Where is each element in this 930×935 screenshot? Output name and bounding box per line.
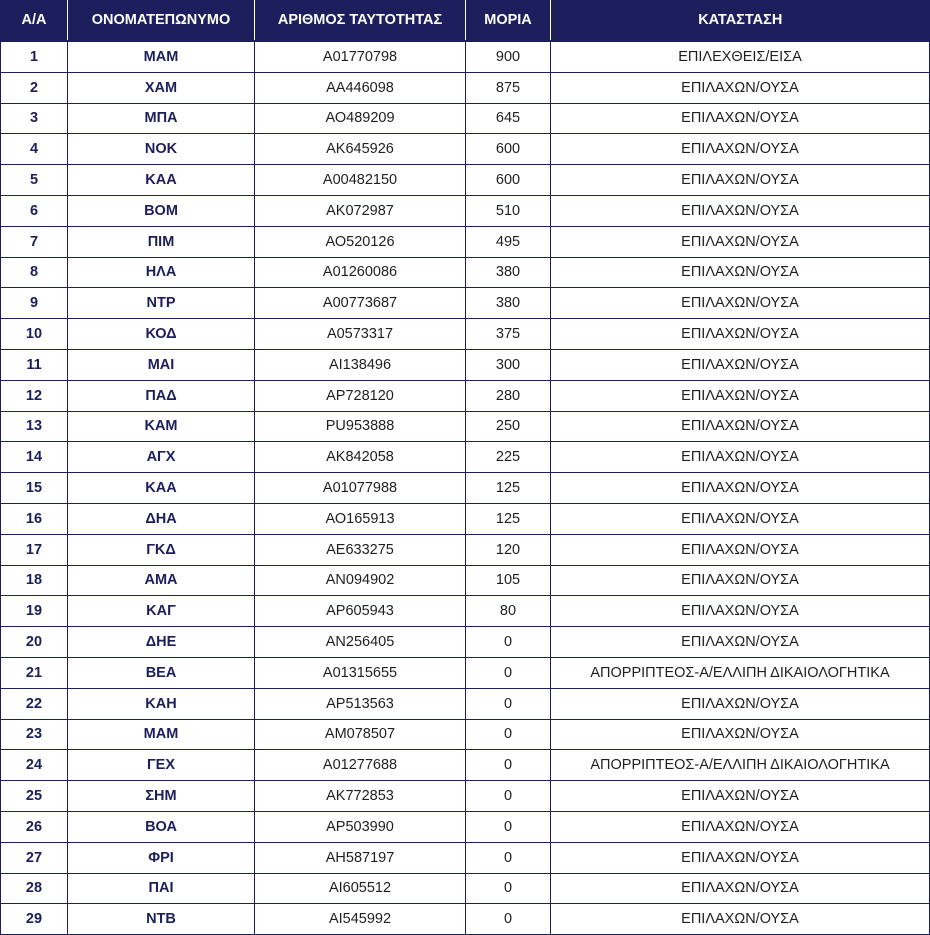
row-name: ΚΑΗ [68,688,255,719]
row-id-number: Α01077988 [255,473,466,504]
row-status: ΕΠΙΛΑΧΩΝ/ΟΥΣΑ [551,811,930,842]
row-points: 600 [466,165,551,196]
row-name: ΔΗΕ [68,627,255,658]
row-id-number: ΑΚ772853 [255,781,466,812]
row-status: ΕΠΙΛΑΧΩΝ/ΟΥΣΑ [551,565,930,596]
row-number: 26 [1,811,68,842]
row-name: ΠΑΙ [68,873,255,904]
row-status: ΕΠΙΛΑΧΩΝ/ΟΥΣΑ [551,72,930,103]
row-number: 17 [1,534,68,565]
row-number: 11 [1,349,68,380]
table-row [1,257,930,288]
table-row [1,565,930,596]
table-row [1,904,930,935]
row-status: ΕΠΙΛΑΧΩΝ/ΟΥΣΑ [551,257,930,288]
row-name: ΚΑΑ [68,473,255,504]
row-status: ΕΠΙΛΑΧΩΝ/ΟΥΣΑ [551,873,930,904]
row-number: 22 [1,688,68,719]
row-id-number: Α01260086 [255,257,466,288]
row-status: ΕΠΙΛΑΧΩΝ/ΟΥΣΑ [551,103,930,134]
row-id-number: ΑΝ256405 [255,627,466,658]
row-number: 7 [1,226,68,257]
row-status: ΕΠΙΛΑΧΩΝ/ΟΥΣΑ [551,134,930,165]
row-id-number: Α01277688 [255,750,466,781]
header-points: ΜΟΡΙΑ [466,0,551,41]
row-id-number: ΑΚ842058 [255,442,466,473]
row-id-number: ΑΡ728120 [255,380,466,411]
row-id-number: ΑΟ489209 [255,103,466,134]
row-points: 0 [466,873,551,904]
table-row [1,596,930,627]
row-points: 0 [466,842,551,873]
row-id-number: Α0573317 [255,319,466,350]
row-status: ΕΠΙΛΑΧΩΝ/ΟΥΣΑ [551,719,930,750]
row-id-number: ΑΜ078507 [255,719,466,750]
row-points: 375 [466,319,551,350]
table-row [1,134,930,165]
row-status: ΕΠΙΛΑΧΩΝ/ΟΥΣΑ [551,380,930,411]
table-header [1,0,930,41]
row-number: 23 [1,719,68,750]
row-points: 0 [466,657,551,688]
row-points: 0 [466,719,551,750]
row-id-number: ΑΚ072987 [255,195,466,226]
header-row [1,0,930,41]
row-name: ΜΑΜ [68,719,255,750]
row-name: ΝΟΚ [68,134,255,165]
row-name: ΝΤΒ [68,904,255,935]
table-row [1,165,930,196]
row-points: 105 [466,565,551,596]
row-status: ΕΠΙΛΑΧΩΝ/ΟΥΣΑ [551,195,930,226]
row-status: ΕΠΙΛΑΧΩΝ/ΟΥΣΑ [551,165,930,196]
table-row [1,411,930,442]
table-row [1,657,930,688]
row-points: 120 [466,534,551,565]
table-row [1,380,930,411]
row-status: ΕΠΙΛΑΧΩΝ/ΟΥΣΑ [551,627,930,658]
table-row [1,503,930,534]
row-status: ΑΠΟΡΡΙΠΤΕΟΣ-Α/ΕΛΛΙΠΗ ΔΙΚΑΙΟΛΟΓΗΤΙΚΑ [551,657,930,688]
row-number: 29 [1,904,68,935]
row-points: 225 [466,442,551,473]
row-id-number: ΑΟ520126 [255,226,466,257]
row-name: ΚΑΜ [68,411,255,442]
header-aa: Α/Α [1,0,68,41]
row-number: 4 [1,134,68,165]
row-status: ΕΠΙΛΑΧΩΝ/ΟΥΣΑ [551,226,930,257]
row-status: ΑΠΟΡΡΙΠΤΕΟΣ-Α/ΕΛΛΙΠΗ ΔΙΚΑΙΟΛΟΓΗΤΙΚΑ [551,750,930,781]
row-status: ΕΠΙΛΑΧΩΝ/ΟΥΣΑ [551,781,930,812]
row-name: ΓΕΧ [68,750,255,781]
row-number: 9 [1,288,68,319]
row-name: ΧΑΜ [68,72,255,103]
row-points: 875 [466,72,551,103]
row-number: 1 [1,41,68,72]
row-status: ΕΠΙΛΑΧΩΝ/ΟΥΣΑ [551,534,930,565]
row-points: 125 [466,503,551,534]
row-status: ΕΠΙΛΑΧΩΝ/ΟΥΣΑ [551,688,930,719]
header-name: ΟΝΟΜΑΤΕΠΩΝΥΜΟ [68,0,255,41]
row-number: 3 [1,103,68,134]
row-number: 6 [1,195,68,226]
table-row [1,319,930,350]
row-number: 14 [1,442,68,473]
row-id-number: ΑΗ587197 [255,842,466,873]
row-status: ΕΠΙΛΑΧΩΝ/ΟΥΣΑ [551,473,930,504]
row-id-number: ΑΚ645926 [255,134,466,165]
row-name: ΜΑΙ [68,349,255,380]
table-row [1,750,930,781]
row-id-number: ΑΕ633275 [255,534,466,565]
table-row [1,719,930,750]
table-row [1,442,930,473]
row-status: ΕΠΙΛΕΧΘΕΙΣ/ΕΙΣΑ [551,41,930,72]
header-id-number: ΑΡΙΘΜΟΣ ΤΑΥΤΟΤΗΤΑΣ [255,0,466,41]
row-points: 0 [466,904,551,935]
row-points: 495 [466,226,551,257]
row-name: ΦΡΙ [68,842,255,873]
row-points: 80 [466,596,551,627]
row-points: 380 [466,257,551,288]
row-points: 280 [466,380,551,411]
row-points: 510 [466,195,551,226]
row-points: 0 [466,627,551,658]
row-id-number: Α00482150 [255,165,466,196]
row-name: ΑΓΧ [68,442,255,473]
row-id-number: Α01315655 [255,657,466,688]
table-row [1,688,930,719]
row-points: 600 [466,134,551,165]
table-row [1,627,930,658]
row-name: ΚΟΔ [68,319,255,350]
row-points: 125 [466,473,551,504]
row-name: ΔΗΑ [68,503,255,534]
row-name: ΜΑΜ [68,41,255,72]
row-number: 19 [1,596,68,627]
row-id-number: PU953888 [255,411,466,442]
row-name: ΒΟΑ [68,811,255,842]
row-status: ΕΠΙΛΑΧΩΝ/ΟΥΣΑ [551,319,930,350]
row-id-number: ΑΡ605943 [255,596,466,627]
table-row [1,195,930,226]
row-status: ΕΠΙΛΑΧΩΝ/ΟΥΣΑ [551,904,930,935]
table-row [1,226,930,257]
row-points: 250 [466,411,551,442]
row-number: 8 [1,257,68,288]
row-number: 5 [1,165,68,196]
row-points: 645 [466,103,551,134]
table-row [1,873,930,904]
row-name: ΑΜΑ [68,565,255,596]
row-number: 2 [1,72,68,103]
row-status: ΕΠΙΛΑΧΩΝ/ΟΥΣΑ [551,842,930,873]
row-number: 18 [1,565,68,596]
row-number: 25 [1,781,68,812]
row-status: ΕΠΙΛΑΧΩΝ/ΟΥΣΑ [551,442,930,473]
row-status: ΕΠΙΛΑΧΩΝ/ΟΥΣΑ [551,596,930,627]
row-name: ΒΕΑ [68,657,255,688]
row-number: 13 [1,411,68,442]
row-status: ΕΠΙΛΑΧΩΝ/ΟΥΣΑ [551,503,930,534]
row-points: 0 [466,688,551,719]
row-name: ΜΠΑ [68,103,255,134]
row-name: ΠΙΜ [68,226,255,257]
row-number: 16 [1,503,68,534]
table-body [1,41,930,935]
table-row [1,473,930,504]
row-number: 15 [1,473,68,504]
row-id-number: ΑΙ545992 [255,904,466,935]
table-row [1,288,930,319]
row-status: ΕΠΙΛΑΧΩΝ/ΟΥΣΑ [551,349,930,380]
row-points: 900 [466,41,551,72]
row-id-number: ΑΝ094902 [255,565,466,596]
row-name: ΒΟΜ [68,195,255,226]
row-id-number: ΑΑ446098 [255,72,466,103]
row-name: ΗΛΑ [68,257,255,288]
row-points: 380 [466,288,551,319]
row-number: 27 [1,842,68,873]
row-name: ΝΤΡ [68,288,255,319]
row-points: 0 [466,811,551,842]
row-status: ΕΠΙΛΑΧΩΝ/ΟΥΣΑ [551,288,930,319]
row-id-number: ΑΙ138496 [255,349,466,380]
row-points: 300 [466,349,551,380]
row-number: 12 [1,380,68,411]
row-number: 24 [1,750,68,781]
table-row [1,842,930,873]
table-row [1,781,930,812]
row-points: 0 [466,750,551,781]
row-name: ΠΑΔ [68,380,255,411]
row-id-number: ΑΡ513563 [255,688,466,719]
row-points: 0 [466,781,551,812]
row-name: ΣΗΜ [68,781,255,812]
row-id-number: ΑΟ165913 [255,503,466,534]
row-id-number: ΑΙ605512 [255,873,466,904]
row-name: ΚΑΑ [68,165,255,196]
table-row [1,103,930,134]
header-status: ΚΑΤΑΣΤΑΣΗ [551,0,930,41]
table-row [1,41,930,72]
table-row [1,534,930,565]
table-row [1,72,930,103]
row-status: ΕΠΙΛΑΧΩΝ/ΟΥΣΑ [551,411,930,442]
table-row [1,349,930,380]
row-id-number: ΑΡ503990 [255,811,466,842]
row-name: ΓΚΔ [68,534,255,565]
row-number: 20 [1,627,68,658]
row-name: ΚΑΓ [68,596,255,627]
row-number: 10 [1,319,68,350]
table-row [1,811,930,842]
row-id-number: Α01770798 [255,41,466,72]
row-id-number: Α00773687 [255,288,466,319]
row-number: 28 [1,873,68,904]
row-number: 21 [1,657,68,688]
